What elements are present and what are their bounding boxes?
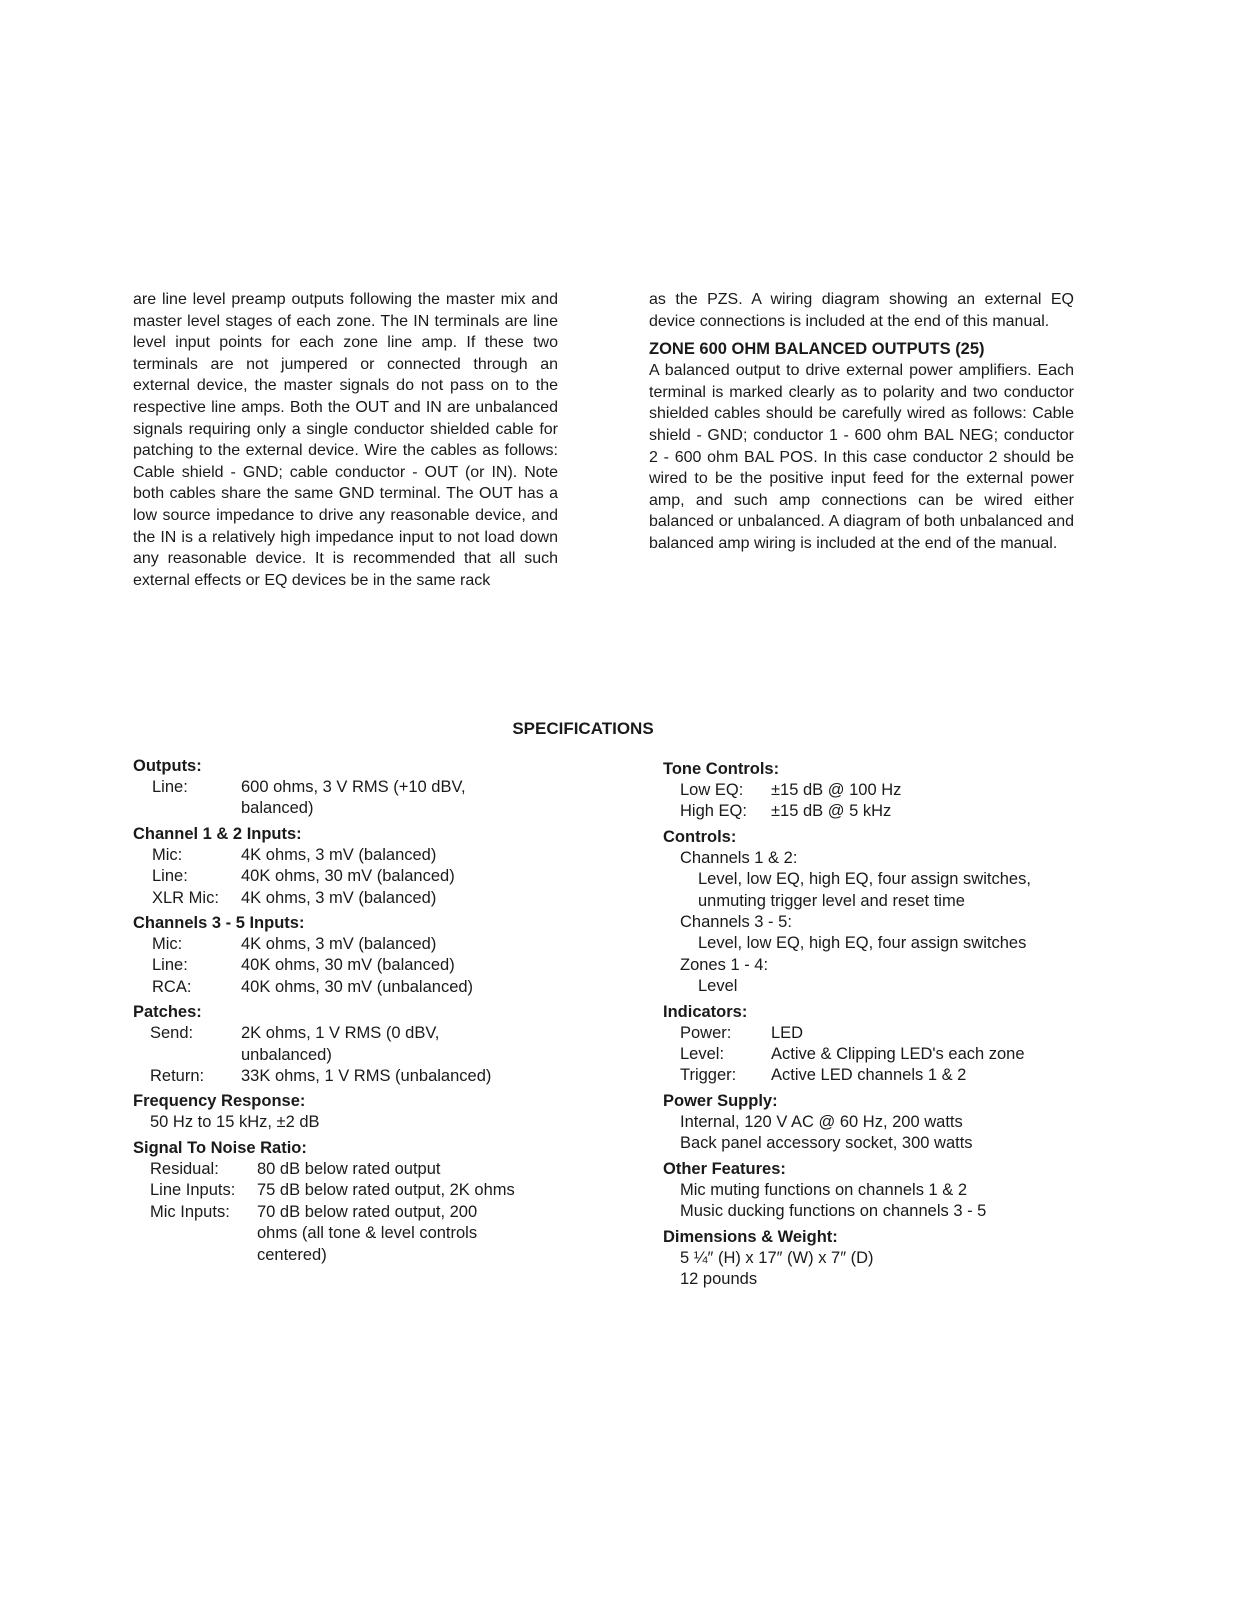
spec-indicators-heading: Indicators: <box>663 1002 748 1021</box>
spec-outputs-heading: Outputs: <box>133 757 202 775</box>
spec-key: Send: <box>150 1024 194 1043</box>
spec-key: Line: <box>152 867 188 886</box>
spec-value: 600 ohms, 3 V RMS (+10 dBV, balanced) <box>241 778 466 818</box>
spec-line: 12 pounds <box>680 1269 758 1288</box>
spec-lines <box>663 1180 1133 1223</box>
spec-value: 40K ohms, 30 mV (balanced) <box>241 867 455 886</box>
spec-controls-zones-label: Zones 1 - 4: <box>680 955 769 974</box>
right-body-paragraph-2: A balanced output to drive external power amplifiers. Each terminal is marked clearly as to polarity and two conductor shielded cables should be carefully wired as follows: Cable shield - GND; conductor 1 - 600 ohm BAL NEG; conductor 2 - 600 ohm BAL POS. In this case conductor 2 should be wired to be the positive input feed for the external power amp, and such amp connections can be wired either balanced or unbalanced. A diagram of both unbalanced and balanced amp wiring is included at the end of the manual. <box>649 362 1074 552</box>
spec-other-features <box>663 1159 1133 1223</box>
spec-row <box>133 845 603 866</box>
spec-patches <box>133 1002 603 1087</box>
left-text-column <box>133 289 558 591</box>
spec-key: Low EQ: <box>680 781 744 799</box>
spec-key: Mic: <box>152 845 183 864</box>
spec-power-supply <box>663 1091 1133 1155</box>
spec-row <box>133 1202 603 1266</box>
spec-dims-heading: Dimensions & Weight: <box>663 1227 838 1246</box>
spec-row <box>133 1066 603 1087</box>
spec-value: 2K ohms, 1 V RMS (0 dBV, unbalanced) <box>241 1024 440 1064</box>
spec-row <box>133 777 603 820</box>
spec-row <box>663 801 1133 822</box>
spec-row <box>133 888 603 909</box>
spec-value: LED <box>771 1023 804 1042</box>
spec-indicators <box>663 1002 1133 1087</box>
spec-value: 75 dB below rated output, 2K ohms <box>257 1181 515 1200</box>
spec-lines <box>663 1112 1133 1155</box>
spec-snr-heading: Signal To Noise Ratio: <box>133 1138 307 1157</box>
spec-value: 40K ohms, 30 mV (balanced) <box>241 956 455 975</box>
spec-outputs <box>133 756 603 820</box>
spec-controls-zones-value: Level <box>698 977 738 996</box>
spec-controls-ch35-value: Level, low EQ, high EQ, four assign switches <box>698 934 1027 953</box>
spec-key: Trigger: <box>680 1066 737 1085</box>
spec-value: Active LED channels 1 & 2 <box>771 1066 967 1085</box>
left-body-paragraph: are line level preamp outputs following the master mix and master level stages of each zone. The IN terminals are line level input points for each zone line amp. If these two terminals are not jumpered or connected through an external device, the master signals do not pass on to the respective line amps. Both the OUT and IN are unbalanced signals requiring only a single conductor shielded cable for patching to the external device. Wire the cables as follows: Cable shield - GND; cable conductor - OUT (or IN). Note both cables share the same GND terminal. The OUT has a low source impedance to drive any reasonable device, and the IN is a relatively high impedance input to not load down any reasonable device. It is recommended that all such external effects or EQ devices be in the same rack <box>133 291 558 589</box>
spec-key: Residual: <box>150 1159 219 1178</box>
spec-value: ±15 dB @ 5 kHz <box>771 802 892 821</box>
specs-left-column <box>133 756 603 1270</box>
spec-line: 5 ¼″ (H) x 17″ (W) x 7″ (D) <box>680 1248 874 1267</box>
spec-value: 4K ohms, 3 mV (balanced) <box>241 888 437 907</box>
right-body-paragraph-1: as the PZS. A wiring diagram showing an external EQ device connections is included at the end of this manual. <box>649 291 1074 330</box>
spec-row <box>133 934 603 955</box>
spec-key: Line: <box>152 956 188 975</box>
spec-signal-to-noise <box>133 1138 603 1266</box>
spec-key: Mic Inputs: <box>150 1202 230 1221</box>
spec-controls-heading: Controls: <box>663 827 737 846</box>
spec-key: RCA: <box>152 977 192 996</box>
spec-frequency-response <box>133 1091 603 1133</box>
spec-key: Power: <box>680 1023 732 1042</box>
spec-line: Back panel accessory socket, 300 watts <box>680 1134 973 1153</box>
spec-freq-heading: Frequency Response: <box>133 1092 306 1111</box>
spec-channels-3-5-inputs <box>133 913 603 998</box>
spec-row <box>663 1065 1133 1086</box>
spec-lines <box>663 1248 1133 1291</box>
spec-value: 80 dB below rated output <box>257 1159 441 1178</box>
specs-right-column <box>663 759 1133 1294</box>
spec-row <box>133 1180 603 1201</box>
spec-value: 70 dB below rated output, 200 ohms (all tone & level controls centered) <box>257 1202 478 1264</box>
spec-lines <box>133 1112 603 1133</box>
spec-ch12-heading: Channel 1 & 2 Inputs: <box>133 824 302 843</box>
spec-key: High EQ: <box>680 802 747 821</box>
specifications-title: SPECIFICATIONS <box>512 719 654 738</box>
spec-row <box>133 1023 603 1066</box>
spec-value: ±15 dB @ 100 Hz <box>771 781 902 799</box>
spec-value: 4K ohms, 3 mV (balanced) <box>241 935 437 954</box>
spec-line: Internal, 120 V AC @ 60 Hz, 200 watts <box>680 1112 963 1131</box>
spec-row <box>133 977 603 998</box>
spec-row <box>663 1044 1133 1065</box>
spec-row <box>133 866 603 887</box>
spec-value: Active & Clipping LED's each zone <box>771 1045 1025 1064</box>
spec-row <box>133 1159 603 1180</box>
right-text-column <box>649 289 1074 555</box>
spec-value: 40K ohms, 30 mV (unbalanced) <box>241 977 474 996</box>
spec-key: Mic: <box>152 935 183 954</box>
spec-controls-ch35-label: Channels 3 - 5: <box>680 913 792 932</box>
section-heading-zone-outputs: ZONE 600 OHM BALANCED OUTPUTS (25) <box>649 340 985 359</box>
spec-value: 33K ohms, 1 V RMS (unbalanced) <box>241 1067 492 1086</box>
spec-channel-1-2-inputs <box>133 824 603 909</box>
spec-patches-heading: Patches: <box>133 1003 202 1022</box>
spec-line: 50 Hz to 15 kHz, ±2 dB <box>150 1113 320 1132</box>
spec-ch35-heading: Channels 3 - 5 Inputs: <box>133 914 305 933</box>
spec-power-heading: Power Supply: <box>663 1091 778 1110</box>
spec-row <box>663 1023 1133 1044</box>
spec-row <box>133 955 603 976</box>
spec-key: Line: <box>152 778 188 796</box>
spec-key: Level: <box>680 1045 725 1064</box>
spec-controls-ch12-value: Level, low EQ, high EQ, four assign switches, unmuting trigger level and reset time <box>698 870 1031 910</box>
spec-value: 4K ohms, 3 mV (balanced) <box>241 845 437 864</box>
spec-controls <box>663 827 1133 998</box>
spec-row <box>663 780 1133 801</box>
spec-tone-controls <box>663 759 1133 823</box>
spec-key: Return: <box>150 1067 205 1086</box>
spec-controls-ch12-label: Channels 1 & 2: <box>680 848 798 867</box>
spec-line: Music ducking functions on channels 3 - 5 <box>680 1202 987 1221</box>
spec-line: Mic muting functions on channels 1 & 2 <box>680 1180 968 1199</box>
spec-tone-heading: Tone Controls: <box>663 760 780 778</box>
spec-other-heading: Other Features: <box>663 1159 786 1178</box>
spec-dimensions-weight <box>663 1227 1133 1291</box>
spec-key: XLR Mic: <box>152 888 219 907</box>
spec-key: Line Inputs: <box>150 1181 236 1200</box>
